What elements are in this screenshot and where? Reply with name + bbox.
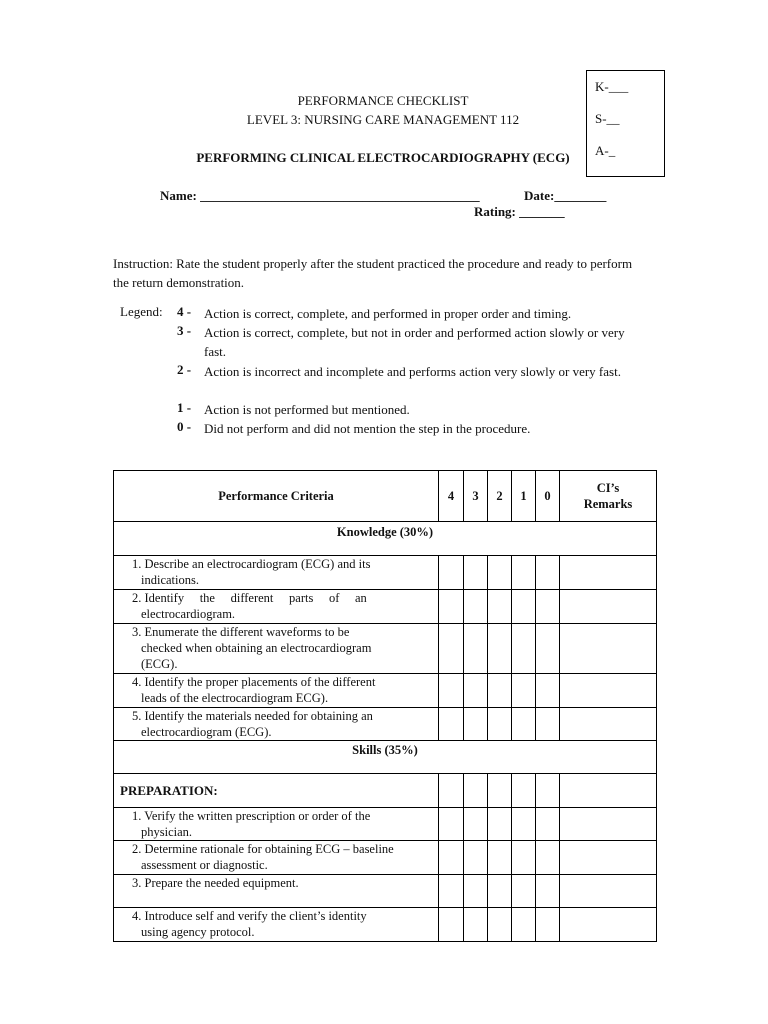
rating-cell[interactable] xyxy=(488,708,512,741)
rating-cell[interactable] xyxy=(536,674,560,708)
performance-table xyxy=(113,470,657,942)
table-header-row xyxy=(114,471,657,522)
legend-num-0: 0 - xyxy=(177,419,192,434)
rating-cell[interactable] xyxy=(488,674,512,708)
legend-num-4: 4 - xyxy=(177,304,192,319)
rating-cell[interactable] xyxy=(464,590,488,624)
table-row xyxy=(114,875,657,908)
knowledge-section-row xyxy=(114,522,657,556)
skills-score: S-__ xyxy=(595,111,620,126)
rating-cell[interactable] xyxy=(536,590,560,624)
rating-cell[interactable] xyxy=(464,674,488,708)
remarks-cell[interactable] xyxy=(560,841,657,875)
name-field: Name: ___________________________________________ xyxy=(160,188,480,203)
rating-cell[interactable] xyxy=(439,590,464,624)
table-row xyxy=(114,808,657,841)
remarks-cell[interactable] xyxy=(560,708,657,741)
table-row xyxy=(114,908,657,942)
legend-num-3: 3 - xyxy=(177,323,192,338)
legend-num-1: 1 - xyxy=(177,400,192,415)
legend-text-2: Action is incorrect and incomplete and performs action very slowly or very fast. xyxy=(204,364,621,379)
knowledge-heading: Knowledge (30%) xyxy=(114,522,657,556)
rating-cell[interactable] xyxy=(439,674,464,708)
legend-text-4: Action is correct, complete, and performed in proper order and timing. xyxy=(204,306,572,321)
rating-cell[interactable] xyxy=(464,808,488,841)
rating-cell[interactable] xyxy=(439,808,464,841)
rating-cell[interactable] xyxy=(488,875,512,908)
rating-cell[interactable] xyxy=(464,556,488,590)
remarks-cell[interactable] xyxy=(560,590,657,624)
rating-cell[interactable] xyxy=(512,708,536,741)
rating-cell[interactable] xyxy=(439,841,464,875)
rating-cell[interactable] xyxy=(512,841,536,875)
header-line2: LEVEL 3: NURSING CARE MANAGEMENT 112 xyxy=(246,112,520,127)
rating-field: Rating: _______ xyxy=(474,204,565,219)
rating-cell[interactable] xyxy=(488,841,512,875)
preparation-heading: PREPARATION: xyxy=(114,774,439,808)
rating-cell[interactable] xyxy=(439,708,464,741)
rating-cell[interactable] xyxy=(512,674,536,708)
remarks-cell[interactable] xyxy=(560,808,657,841)
instruction-text: Instruction: Rate the student properly after the student practiced the procedure and ready to perform the return demonstration. xyxy=(113,256,633,290)
rating-cell[interactable] xyxy=(464,908,488,942)
score-3-header: 3 xyxy=(464,471,488,522)
rating-cell[interactable] xyxy=(488,624,512,674)
criterion-cell: 4. Introduce self and verify the client’s identity using agency protocol. xyxy=(114,908,439,942)
table-row xyxy=(114,556,657,590)
header-line1: PERFORMANCE CHECKLIST xyxy=(297,93,469,108)
remarks-header: CI’s Remarks xyxy=(560,471,657,522)
skills-heading: Skills (35%) xyxy=(114,741,657,774)
rating-cell[interactable] xyxy=(536,808,560,841)
attitude-score: A-_ xyxy=(595,143,616,158)
skills-section-row xyxy=(114,741,657,774)
rating-cell[interactable] xyxy=(464,875,488,908)
table-row xyxy=(114,841,657,875)
remarks-cell[interactable] xyxy=(560,908,657,942)
rating-cell[interactable] xyxy=(536,556,560,590)
preparation-row xyxy=(114,774,657,808)
score-1-header: 1 xyxy=(512,471,536,522)
rating-cell[interactable] xyxy=(536,708,560,741)
rating-cell[interactable] xyxy=(439,556,464,590)
remarks-cell[interactable] xyxy=(560,556,657,590)
score-4-header: 4 xyxy=(439,471,464,522)
rating-cell[interactable] xyxy=(536,841,560,875)
table-row xyxy=(114,590,657,624)
criterion-cell: 1. Describe an electrocardiogram (ECG) and its indications. xyxy=(114,556,439,590)
rating-cell[interactable] xyxy=(464,708,488,741)
rating-cell[interactable] xyxy=(464,624,488,674)
rating-cell[interactable] xyxy=(464,841,488,875)
legend-text-1: Action is not performed but mentioned. xyxy=(204,402,410,417)
criterion-cell: 2. Identify the different parts of an electrocardiogram. xyxy=(114,590,439,624)
rating-cell[interactable] xyxy=(536,875,560,908)
legend-label: Legend: xyxy=(120,304,163,319)
table-row xyxy=(114,624,657,674)
rating-cell[interactable] xyxy=(439,875,464,908)
rating-cell[interactable] xyxy=(512,624,536,674)
rating-cell[interactable] xyxy=(488,908,512,942)
rating-cell[interactable] xyxy=(488,808,512,841)
rating-cell[interactable] xyxy=(512,808,536,841)
criterion-cell: 3. Prepare the needed equipment. xyxy=(114,875,439,908)
criterion-cell: 4. Identify the proper placements of the different leads of the electrocardiogram ECG). xyxy=(114,674,439,708)
knowledge-score: K-___ xyxy=(595,79,629,94)
criterion-cell: 3. Enumerate the different waveforms to be checked when obtaining an electrocardiogram (ECG). xyxy=(114,624,439,674)
rating-cell[interactable] xyxy=(488,556,512,590)
score-2-header: 2 xyxy=(488,471,512,522)
criterion-cell: 2. Determine rationale for obtaining ECG – baseline assessment or diagnostic. xyxy=(114,841,439,875)
rating-cell[interactable] xyxy=(536,624,560,674)
rating-cell[interactable] xyxy=(536,908,560,942)
remarks-cell[interactable] xyxy=(560,624,657,674)
date-field: Date:________ xyxy=(524,188,607,203)
legend-num-2: 2 - xyxy=(177,362,192,377)
rating-cell[interactable] xyxy=(512,590,536,624)
rating-cell[interactable] xyxy=(439,624,464,674)
score-0-header: 0 xyxy=(536,471,560,522)
criterion-cell: 1. Verify the written prescription or order of the physician. xyxy=(114,808,439,841)
rating-cell[interactable] xyxy=(512,908,536,942)
legend-text-0: Did not perform and did not mention the step in the procedure. xyxy=(204,421,531,436)
page-title: PERFORMING CLINICAL ELECTROCARDIOGRAPHY (ECG) xyxy=(196,150,570,165)
legend-text-3: Action is correct, complete, but not in order and performed action slowly or very fast. xyxy=(204,325,625,359)
rating-cell[interactable] xyxy=(439,908,464,942)
criterion-cell: 5. Identify the materials needed for obtaining an electrocardiogram (ECG). xyxy=(114,708,439,741)
rating-cell[interactable] xyxy=(512,875,536,908)
rating-cell[interactable] xyxy=(488,590,512,624)
rating-cell[interactable] xyxy=(512,556,536,590)
criteria-header: Performance Criteria xyxy=(114,471,439,522)
table-row xyxy=(114,674,657,708)
table-row xyxy=(114,708,657,741)
remarks-cell[interactable] xyxy=(560,875,657,908)
remarks-cell[interactable] xyxy=(560,674,657,708)
